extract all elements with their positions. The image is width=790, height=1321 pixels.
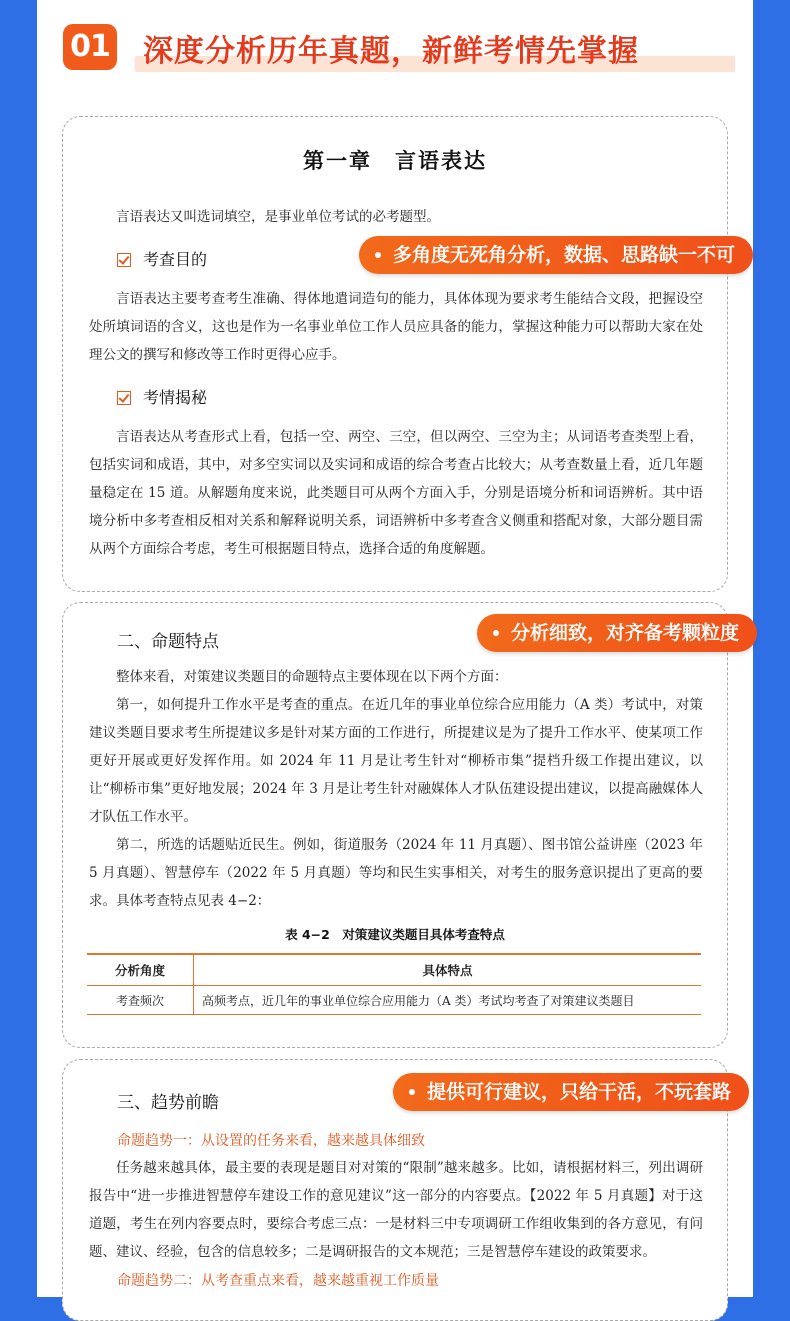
section-title: 深度分析历年真题，新鲜考情先掌握 xyxy=(143,34,639,69)
table-reference: 具体考查特点见表 4−2： xyxy=(116,893,271,909)
features-heading: 二、命题特点 xyxy=(117,632,219,652)
content-card xyxy=(37,0,753,1297)
features-panel xyxy=(62,602,728,1048)
checkbox-icon xyxy=(117,253,131,267)
purpose-heading xyxy=(117,247,207,270)
checkbox-icon xyxy=(117,391,131,405)
features-table xyxy=(87,953,701,1015)
section-header xyxy=(63,18,723,74)
features-intro: 整体来看，对策建议类题目的命题特点主要体现在以下两个方面： xyxy=(116,669,508,685)
callout-badge: 分析细致，对齐备考颗粒度 xyxy=(477,614,757,652)
trend-heading-1: 命题趋势一：从设置的任务来看，越来越具体细致 xyxy=(117,1133,425,1149)
reveal-heading xyxy=(117,385,207,408)
table-row xyxy=(87,986,701,1015)
callout-badge: 提供可行建议，只给干活，不玩套路 xyxy=(393,1073,749,1111)
chapter-intro: 言语表达又叫选词填空，是事业单位考试的必考题型。 xyxy=(116,209,440,225)
callout-badge: 多角度无死角分析，数据、思路缺一不可 xyxy=(359,236,753,274)
chapter-panel xyxy=(62,116,728,592)
feature-point-1: 第一，如何提升工作水平是考查的重点。在近几年的事业单位综合应用能力（A 类）考试中，对策建议类题目要求考生所提建议多是针对某方面的工作进行，所提建议是为了提升工作水平、使某项工作更好开展或更好发挥作用。如 2024 年 11 月是让考生针对“柳桥市集”提档升级工作提出建议，以让“柳桥市集”更好地发展；2024 年 3 月是让考生针对融媒体人才队伍建设提出建议，以提高融媒体人才队伍工作水平。 xyxy=(89,697,703,825)
purpose-heading-label: 考查目的 xyxy=(143,250,208,269)
trend-heading-2: 命题趋势二：从考查重点来看，越来越重视工作质量 xyxy=(117,1273,439,1289)
table-header-cell: 具体特点 xyxy=(194,954,702,986)
chapter-title: 第一章 言语表达 xyxy=(303,148,487,173)
trend-1-text: 任务越来越具体，最主要的表现是题目对对策的“限制”越来越多。比如，请根据材料三，列出调研报告中“进一步推进智慧停车建设工作的意见建议”这一部分的内容要点。【2022 年 5 月真题】对于这道题，考生在列内容要点时，要综合考虑三点：一是材料三中专项调研工作组收集到的各方意见，有问题、建议、经验，包含的信息较多；二是调研报告的文本规范；三是智慧停车建设的政策要求。 xyxy=(89,1160,703,1260)
table-cell: 高频考点，近几年的事业单位综合应用能力（A 类）考试均考查了对策建议类题目 xyxy=(194,986,702,1015)
section-number-badge: 01 xyxy=(63,24,117,70)
table-header-row xyxy=(87,954,701,986)
table-cell: 考查频次 xyxy=(87,986,194,1015)
reveal-text: 言语表达从考查形式上看，包括一空、两空、三空，但以两空、三空为主；从词语考查类型上看，包括实词和成语，其中，对多空实词以及实词和成语的综合考查占比较大；从考查数量上看，近几年题量稳定在 15 道。从解题角度来说，此类题目可从两个方面入手，分别是语境分析和词语辨析。其中语境分析中多考查相反相对关系和解释说明关系，词语辨析中多考查含义侧重和搭配对象，大部分题目需从两个方面综合考虑，考生可根据题目特点，选择合适的角度解题。 xyxy=(89,429,703,557)
trends-heading: 三、趋势前瞻 xyxy=(117,1093,219,1113)
purpose-text: 言语表达主要考查考生准确、得体地遣词造句的能力，具体体现为要求考生能结合文段，把握设空处所填词语的含义，这也是作为一名事业单位工作人员应具备的能力，掌握这种能力可以帮助大家在处理公文的撰写和修改等工作时更得心应手。 xyxy=(89,291,703,363)
feature-point-2: 第二，所选的话题贴近民生。例如，街道服务（2024 年 11 月真题）、图书馆公益讲座（2023 年 5 月真题）、智慧停车（2022 年 5 月真题）等均和民生实事相关，对考生的服务意识提出了更高的要求。 xyxy=(89,837,703,909)
table-title: 表 4−2 对策建议类题目具体考查特点 xyxy=(285,927,505,942)
reveal-heading-label: 考情揭秘 xyxy=(143,388,208,407)
table-header-cell: 分析角度 xyxy=(87,954,194,986)
